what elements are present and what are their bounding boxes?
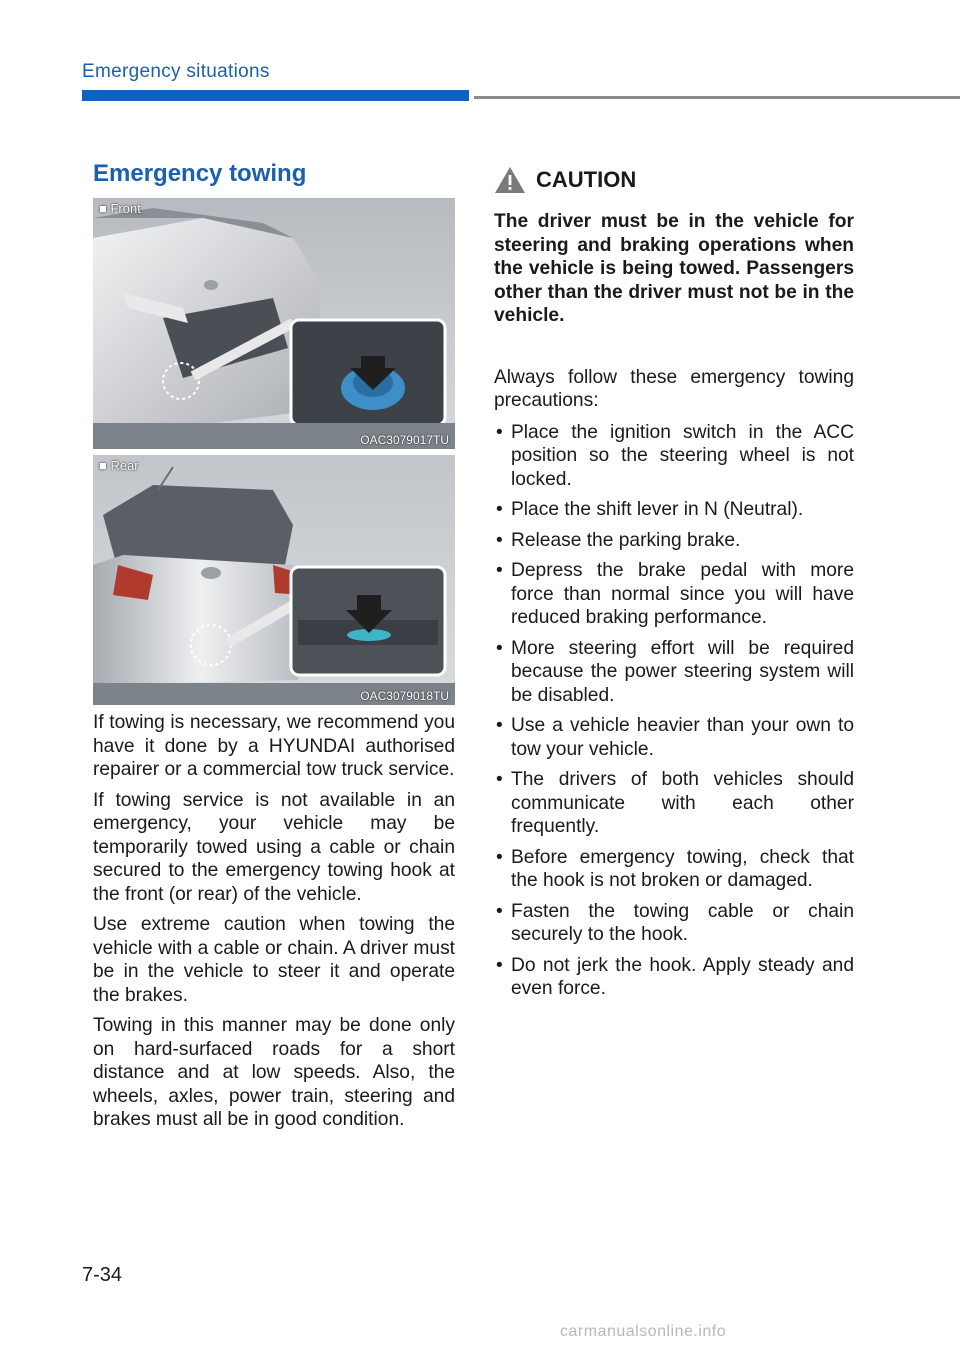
figure-front bbox=[93, 198, 455, 449]
page-title: Emergency towing bbox=[93, 160, 307, 187]
list-item: • Before emergency towing, check that the hook is not broken or damaged. bbox=[494, 846, 854, 893]
caution-title: CAUTION bbox=[536, 167, 637, 192]
watermark: carmanualsonline.info bbox=[560, 1323, 727, 1340]
list-item: • Depress the brake pedal with more force than normal since you will have reduced braking performance. bbox=[494, 559, 854, 630]
list-item: • Fasten the towing cable or chain securely to the hook. bbox=[494, 900, 854, 947]
page-number: 7-34 bbox=[82, 1264, 123, 1286]
figure-front-tag: ■ Front bbox=[99, 201, 141, 216]
header-rule-grey bbox=[474, 96, 960, 99]
list-item: • Release the parking brake. bbox=[494, 529, 854, 553]
paragraph-towing-unavailable: If towing service is not available in an emergency, your vehicle may be temporarily towed using a cable or chain secured to the emergency towing hook at the front (or rear) of the vehicle. bbox=[93, 789, 455, 905]
precautions-list bbox=[494, 421, 854, 1001]
caution-text: The driver must be in the vehicle for steering and braking operations when the vehicle is being towed. Passengers other than the driver must not be in the vehicle. bbox=[494, 211, 854, 326]
caution-header bbox=[494, 162, 854, 198]
figure-rear-code: OAC3079018TU bbox=[360, 689, 449, 703]
rear-towing-hook-illustration bbox=[93, 455, 455, 705]
figure-rear-tag: ■ Rear bbox=[99, 458, 139, 473]
list-item: • Place the ignition switch in the ACC position so the steering wheel is not locked. bbox=[494, 421, 854, 492]
figure-rear bbox=[93, 455, 455, 705]
paragraph-extreme-caution: Use extreme caution when towing the vehicle with a cable or chain. A driver must be in the vehicle to steer it and operate the brakes. bbox=[93, 914, 455, 1006]
left-body-text bbox=[93, 711, 455, 1139]
warning-triangle-icon bbox=[494, 165, 526, 195]
list-item: • More steering effort will be required because the power steering system will be disabled. bbox=[494, 637, 854, 708]
paragraph-towing-conditions: Towing in this manner may be done only on hard-surfaced roads for a short distance and at low speeds. Also, the wheels, axles, power train, steering and brakes must all be in good condition. bbox=[93, 1015, 455, 1130]
paragraph-towing-necessary: If towing is necessary, we recommend you have it done by a HYUNDAI authorised repairer or a commercial tow truck service. bbox=[93, 712, 455, 780]
figure-front-code: OAC3079017TU bbox=[360, 433, 449, 447]
list-item: • The drivers of both vehicles should communicate with each other frequently. bbox=[494, 768, 854, 839]
list-item: • Use a vehicle heavier than your own to tow your vehicle. bbox=[494, 714, 854, 761]
precautions-intro: Always follow these emergency towing precautions: bbox=[494, 366, 854, 411]
list-item: • Place the shift lever in N (Neutral). bbox=[494, 498, 854, 522]
section-label: Emergency situations bbox=[82, 61, 270, 82]
header-bar-blue bbox=[82, 90, 469, 101]
right-column bbox=[494, 162, 854, 1008]
front-towing-hook-illustration bbox=[93, 198, 455, 449]
list-item: • Do not jerk the hook. Apply steady and even force. bbox=[494, 954, 854, 1001]
